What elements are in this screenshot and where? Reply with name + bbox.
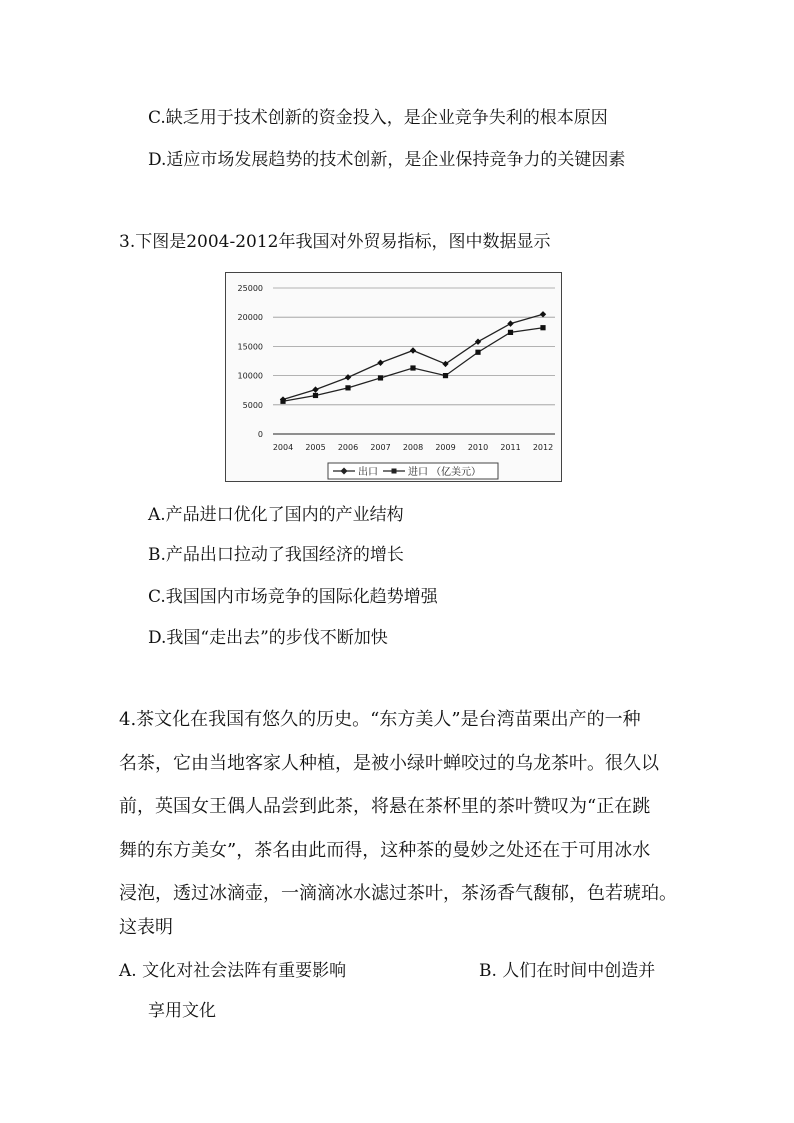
- import-data-point: [443, 373, 448, 378]
- import-data-point: [410, 365, 415, 370]
- legend-export-label: 出口: [358, 467, 378, 478]
- x-tick-label: 2008: [402, 443, 424, 452]
- y-tick-label: 25000: [237, 284, 263, 293]
- q3-option-d: D.我国“走出去”的步伐不断加快: [148, 628, 388, 648]
- q4-stem-line-3: 前，英国女王偶人品尝到此茶，将悬在茶杯里的茶叶赞叹为“正在跳: [119, 796, 651, 817]
- q2-option-c: C.缺乏用于技术创新的资金投入，是企业竞争失利的根本原因: [148, 108, 608, 128]
- legend-unit: （亿美元）: [431, 467, 481, 478]
- x-tick-label: 2010: [467, 443, 489, 452]
- x-tick-label: 2012: [532, 443, 554, 452]
- import-data-point: [345, 385, 350, 390]
- import-data-point: [378, 375, 383, 380]
- legend-import-label: 进口: [408, 467, 428, 478]
- x-tick-label: 2011: [500, 443, 521, 452]
- legend-import-marker: [392, 469, 397, 474]
- q4-stem-line-6: 这表明: [119, 917, 173, 938]
- q4-stem-line-1: 4.茶文化在我国有悠久的历史。“东方美人”是台湾苗栗出产的一种: [119, 709, 641, 730]
- q3-option-c: C.我国国内市场竞争的国际化趋势增强: [148, 587, 438, 607]
- q3-option-a: A.产品进口优化了国内的产业结构: [148, 505, 404, 525]
- q2-option-d: D.适应市场发展趋势的技术创新，是企业保持竞争力的关键因素: [148, 150, 626, 170]
- q4-option-b-continued: 享用文化: [148, 1001, 216, 1021]
- y-tick-label: 0: [257, 430, 263, 439]
- y-tick-label: 10000: [237, 371, 263, 381]
- q4-option-a: A. 文化对社会法阵有重要影响: [119, 961, 347, 981]
- x-tick-label: 2004: [272, 443, 294, 452]
- import-data-point: [313, 393, 318, 398]
- import-data-point: [280, 399, 285, 404]
- y-tick-label: 5000: [242, 400, 263, 410]
- x-tick-label: 2005: [305, 443, 326, 452]
- q4-option-b: B. 人们在时间中创造并: [479, 961, 656, 981]
- trade-line-chart: [225, 272, 562, 482]
- import-data-point: [475, 350, 480, 355]
- import-data-point: [508, 330, 513, 335]
- import-data-point: [540, 325, 545, 330]
- chart-legend: [328, 463, 498, 479]
- q4-stem-line-2: 名茶，它由当地客家人种植，是被小绿叶蝉咬过的乌龙茶叶。很久以: [119, 753, 659, 774]
- q4-stem-line-5: 浸泡，透过冰滴壶，一滴滴冰水滤过茶叶，茶汤香气馥郁，色若琥珀。: [119, 883, 677, 904]
- x-tick-label: 2007: [370, 443, 391, 452]
- y-tick-label: 15000: [237, 342, 263, 352]
- x-tick-label: 2009: [435, 443, 456, 452]
- q3-option-b: B.产品出口拉动了我国经济的增长: [148, 545, 404, 565]
- q4-stem-line-4: 舞的东方美女”，茶名由此而得，这种茶的曼妙之处还在于可用冰水: [119, 840, 651, 861]
- y-tick-label: 20000: [237, 313, 263, 323]
- x-tick-label: 2006: [337, 443, 359, 452]
- q3-stem: 3.下图是2004-2012年我国对外贸易指标，图中数据显示: [119, 232, 551, 252]
